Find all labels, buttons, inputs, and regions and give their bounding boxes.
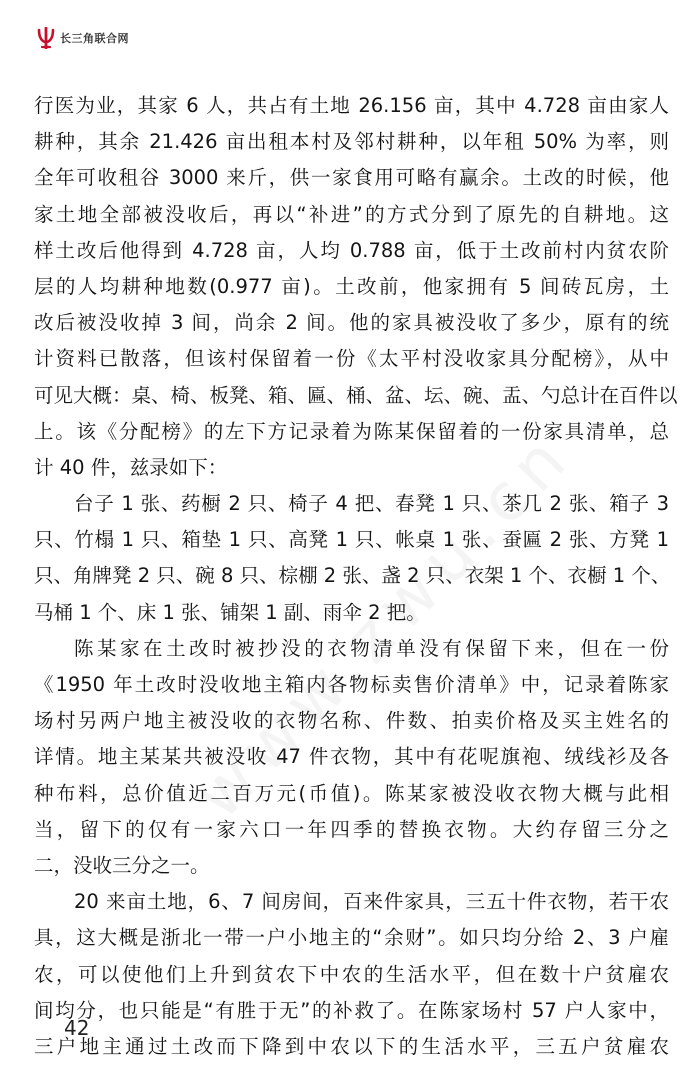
text-line: 只、角牌凳 2 只、碗 8 只、棕棚 2 张、盏 2 只、衣架 1 个、衣橱 1 个、 bbox=[34, 564, 671, 588]
text-line: 台子 1 张、药橱 2 只、椅子 4 把、春凳 1 只、茶几 2 张、箱子 3 bbox=[74, 492, 669, 516]
text-line: 具，这大概是浙北一带一户小地主的“余财”。如只均分给 2、3 户雇 bbox=[34, 926, 669, 950]
paragraph-4 bbox=[34, 884, 669, 1065]
text-line: 三户地主通过土改而下降到中农以下的生活水平，三五户贫雇农 bbox=[34, 1034, 669, 1058]
text-line: 层的人均耕种地数(0.977 亩)。土改前，他家拥有 5 间砖瓦房，土 bbox=[34, 274, 669, 298]
text-line: 陈某家在土改时被抄没的衣物清单没有保留下来，但在一份 bbox=[74, 636, 669, 660]
site-logo-icon bbox=[36, 27, 56, 49]
text-line: 改后被没收掉 3 间，尚余 2 间。他的家具被没收了多少，原有的统 bbox=[34, 311, 669, 335]
text-line: 农，可以使他们上升到贫农下中农的生活水平，但在数十户贫雇农 bbox=[34, 962, 669, 986]
text-line: 种布料，总价值近二百万元(币值)。陈某家被没收衣物大概与此相 bbox=[34, 781, 669, 805]
page-header bbox=[36, 26, 129, 50]
text-line: 计 40 件，兹录如下： bbox=[34, 455, 228, 479]
text-line: 家土地全部被没收后，再以“补进”的方式分到了原先的自耕地。这 bbox=[34, 202, 669, 226]
text-line: 《1950 年土改时没收地主箱内各物标卖售价清单》中，记录着陈家 bbox=[34, 673, 669, 696]
text-line: 上。该《分配榜》的左下方记录着为陈某保留着的一份家具清单，总 bbox=[34, 419, 669, 443]
text-line: 详情。地主某某共被没收 47 件衣物，其中有花呢旗袍、绒线衫及各 bbox=[34, 745, 669, 769]
text-line: 二，没收三分之一。 bbox=[34, 853, 210, 877]
text-line: 20 来亩土地，6、7 间房间，百来件家具，三五十件衣物，若干农 bbox=[74, 890, 669, 914]
page-number: 42 bbox=[64, 1016, 90, 1040]
paragraph-1 bbox=[34, 88, 678, 486]
text-line: 马桶 1 个、床 1 张、铺架 1 副、雨伞 2 把。 bbox=[34, 600, 426, 624]
text-line: 间均分，也只能是“有胜于无”的补救了。在陈家场村 57 户人家中， bbox=[34, 998, 669, 1022]
text-line: 耕种，其余 21.426 亩出租本村及邻村耕种，以年租 50% 为率，则 bbox=[34, 130, 669, 154]
text-line: 可见大概：桌、椅、板凳、箱、匾、桶、盆、坛、碗、盂、勺总计在百件以 bbox=[34, 383, 678, 407]
text-line: 场村另两户地主被没收的衣物名称、件数、拍卖价格及买主姓名的 bbox=[34, 709, 669, 733]
text-line: 行医为业，其家 6 人，共占有土地 26.156 亩，其中 4.728 亩由家人 bbox=[34, 94, 669, 117]
text-line: 只、竹榻 1 只、箱垫 1 只、高凳 1 只、帐桌 1 张、蚕匾 2 张、方凳 1 bbox=[34, 528, 669, 552]
text-line: 全年可收租谷 3000 来斤，供一家食用可略有赢余。土改的时候，他 bbox=[34, 166, 669, 190]
paragraph-2 bbox=[34, 486, 669, 631]
text-line: 样土改后他得到 4.728 亩，人均 0.788 亩，低于土改前村内贫农阶 bbox=[34, 238, 669, 262]
paragraph-3 bbox=[34, 631, 669, 884]
page-body bbox=[34, 88, 678, 1065]
text-line: 计资料已散落，但该村保留着一份《太平村没收家具分配榜》，从中 bbox=[34, 347, 669, 371]
site-name: 长三角联合网 bbox=[60, 32, 129, 45]
text-line: 当，留下的仅有一家六口一年四季的替换衣物。大约存留三分之 bbox=[34, 817, 669, 841]
